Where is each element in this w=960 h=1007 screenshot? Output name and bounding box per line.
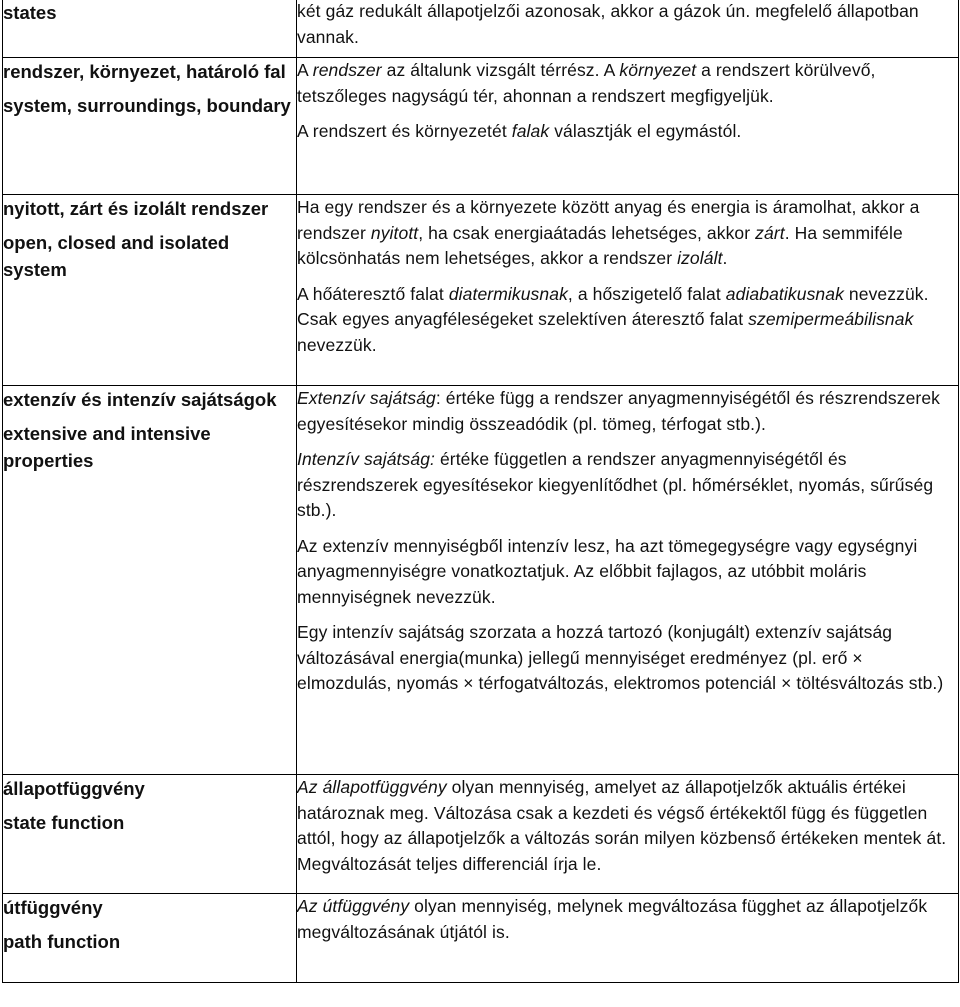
term-english: system, surroundings, boundary	[3, 95, 291, 116]
definition-emphasis: nyitott	[370, 222, 419, 243]
definition-text: nevezzük. Csak egyes anyagféleségeket szelektíven áteresztő falat	[297, 283, 929, 329]
definition-text: .	[722, 248, 728, 268]
glossary-row	[3, 386, 959, 775]
definition-text: Egy intenzív sajátság szorzata a hozzá tartozó (konjugált) extenzív sajátság változásával energia(munka) jellegű mennyiséget eredményez (pl. erő × elmozdulás, nyomás × térfogatváltozás, elektromos potenciál × töltésváltozás stb.)	[297, 622, 944, 693]
term-cell	[3, 386, 297, 775]
term-hungarian: states	[3, 2, 57, 23]
definition-paragraph	[297, 775, 958, 877]
term-hungarian: útfüggvény	[3, 897, 103, 918]
definition-text: Az extenzív mennyiségből intenzív lesz, ha azt tömegegységre vagy egységnyi anyagmennyiségre vonatkoztatjuk. Az előbbit fajlagos, az utóbbit moláris mennyiségnek nevezzük.	[297, 535, 918, 607]
definition-emphasis: adiabatikusnak	[725, 283, 844, 304]
term-hungarian: rendszer, környezet, határoló fal	[3, 61, 286, 82]
definition-emphasis: falak	[511, 121, 550, 141]
definition-text: nevezzük.	[297, 334, 377, 355]
definition-text: A hőáteresztő falat	[297, 283, 449, 304]
glossary-row	[3, 775, 959, 894]
definition-paragraph	[297, 534, 958, 611]
definition-paragraph	[297, 58, 958, 109]
definition-emphasis: Az útfüggvény	[297, 896, 410, 916]
term-english: state function	[3, 812, 125, 833]
term-cell	[3, 58, 297, 195]
glossary-row	[3, 894, 959, 983]
glossary-row	[3, 0, 959, 58]
definition-emphasis: Intenzív sajátság:	[297, 449, 435, 469]
definition-emphasis: Extenzív sajátság	[297, 388, 436, 408]
term-hungarian: állapotfüggvény	[3, 778, 145, 799]
definition-emphasis: rendszer	[312, 60, 382, 80]
term-cell	[3, 0, 297, 58]
term-cell	[3, 195, 297, 386]
definition-paragraph	[297, 282, 958, 359]
definition-text: választják el egymástól.	[549, 121, 742, 141]
definition-cell	[297, 58, 959, 195]
definition-text: a rendszert körülvevő, tetszőleges nagyságú tér, ahonnan a rendszert megfigyeljük.	[297, 60, 876, 106]
definition-paragraph	[297, 0, 958, 50]
definition-emphasis: izolált	[677, 248, 723, 268]
glossary-row	[3, 58, 959, 195]
definition-paragraph	[297, 386, 958, 437]
definition-text: , a hőszigetelő falat	[567, 283, 726, 304]
definition-emphasis: környezet	[619, 60, 697, 80]
definition-emphasis: diatermikusnak	[448, 283, 568, 304]
definition-text: két gáz redukált állapotjelzői azonosak, akkor a gázok ún. megfelelő állapotban vannak.	[297, 1, 919, 47]
term-english: extensive and intensive properties	[3, 423, 211, 471]
term-cell	[3, 775, 297, 894]
definition-text: : értéke függ a rendszer anyagmennyiségétől és részrendszerek egyesítésekor mindig összeadódik (pl. tömeg, térfogat stb.).	[297, 388, 941, 434]
definition-paragraph	[297, 195, 958, 272]
definition-paragraph	[297, 620, 958, 697]
definition-cell	[297, 775, 959, 894]
glossary-table	[2, 0, 959, 983]
definition-paragraph	[297, 894, 958, 945]
definition-text: Ha egy rendszer és a környezete között anyag és energia is áramolhat, akkor a rendszer	[297, 197, 920, 243]
definition-text: az általunk vizsgált térrész. A	[381, 60, 620, 80]
definition-text: A	[297, 60, 313, 80]
term-hungarian: extenzív és intenzív sajátságok	[3, 389, 277, 410]
term-hungarian: nyitott, zárt és izolált rendszer	[3, 198, 269, 219]
definition-text: olyan mennyiség, amelyet az állapotjelzők aktuális értékei határoznak meg. Változása csak a kezdeti és végső értékektől függ és független attól, hogy az állapotjelzők a változás során milyen közbenső értékeken mentek át. Megváltozását teljes differenciál írja le.	[297, 777, 947, 874]
definition-emphasis: zárt	[755, 222, 785, 243]
definition-paragraph	[297, 447, 958, 524]
term-cell	[3, 894, 297, 983]
definition-emphasis: Az állapotfüggvény	[297, 777, 447, 797]
definition-cell	[297, 894, 959, 983]
definition-text: , ha csak energiaátadás lehetséges, akkor	[418, 222, 756, 243]
term-english: path function	[3, 931, 121, 952]
glossary-row	[3, 195, 959, 386]
definition-text: értéke független a rendszer anyagmennyiségétől és részrendszerek egyesítésekor kiegyenlítődhet (pl. hőmérséklet, nyomás, sűrűség stb.).	[297, 449, 934, 520]
definition-cell	[297, 0, 959, 58]
definition-paragraph	[297, 119, 958, 145]
definition-cell	[297, 195, 959, 386]
definition-text: . Ha semmiféle kölcsönhatás nem lehetséges, akkor a rendszer	[297, 222, 903, 268]
definition-text: A rendszert és környezetét	[297, 121, 512, 141]
glossary-body	[3, 0, 959, 983]
definition-cell	[297, 386, 959, 775]
term-english: open, closed and isolated system	[3, 232, 230, 280]
definition-emphasis: szemipermeábilisnak	[748, 309, 914, 329]
definition-text: olyan mennyiség, melynek megváltozása függhet az állapotjelzők megváltozásának útjától is.	[297, 896, 928, 942]
